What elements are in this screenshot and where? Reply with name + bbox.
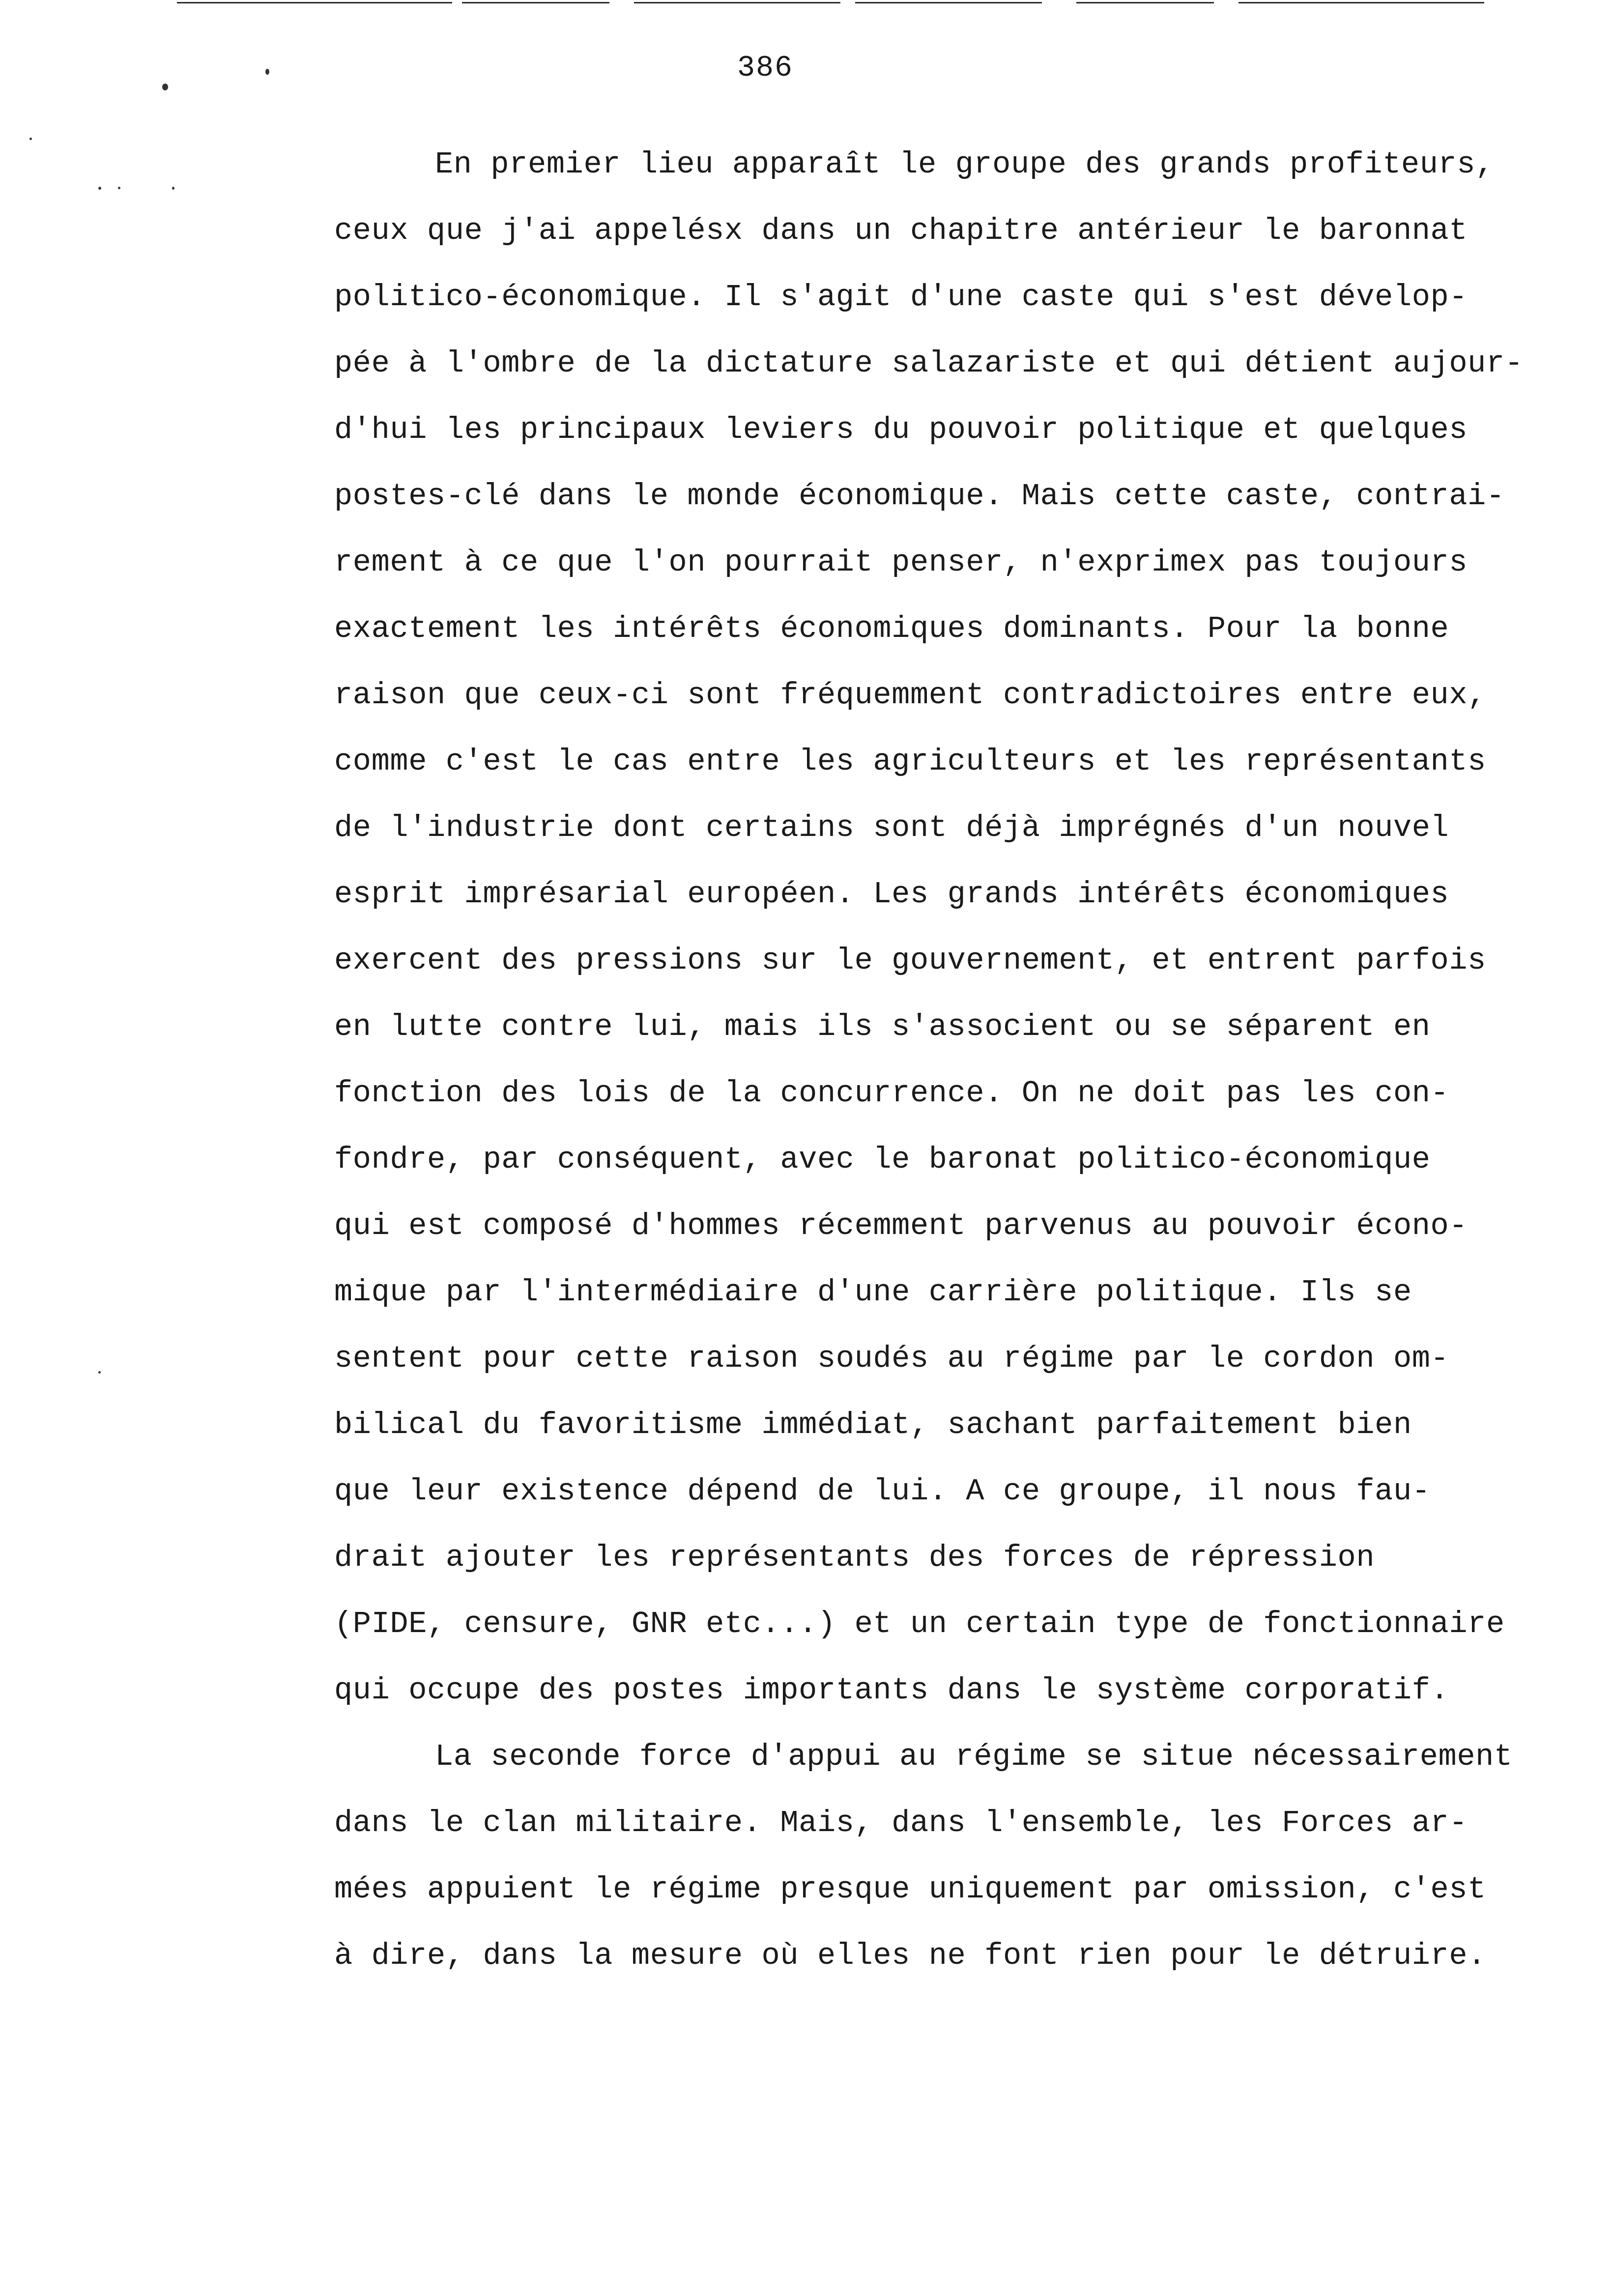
text-line: à dire, dans la mesure où elles ne font rien pour le détruire. (334, 1938, 1486, 1973)
text-line: mique par l'intermédiaire d'une carrière politique. Ils se (334, 1275, 1412, 1310)
text-line: en lutte contre lui, mais ils s'associent ou se séparent en (334, 1009, 1431, 1044)
text-line: fonction des lois de la concurrence. On ne doit pas les con- (334, 1076, 1449, 1111)
text-line: politico-économique. Il s'agit d'une caste qui s'est dévelop- (334, 280, 1468, 315)
paragraph (334, 1740, 1592, 2005)
scan-speck (265, 69, 269, 75)
text-line: que leur existence dépend de lui. A ce groupe, il nous fau- (334, 1474, 1431, 1509)
text-line: bilical du favoritisme immédiat, sachant parfaitement bien (334, 1407, 1412, 1442)
text-line: La seconde force d'appui au régime se situe nécessairement (435, 1739, 1513, 1774)
text-line: rement à ce que l'on pourrait penser, n'exprimex pas toujours (334, 545, 1468, 580)
text-line: qui est composé d'hommes récemment parvenus au pouvoir écono- (334, 1208, 1468, 1243)
text-line: qui occupe des postes importants dans le système corporatif. (334, 1673, 1449, 1708)
text-line: exactement les intérêts économiques dominants. Pour la bonne (334, 611, 1449, 646)
text-line: En premier lieu apparaît le groupe des grands profiteurs, (435, 147, 1494, 182)
text-line: fondre, par conséquent, avec le baronat politico-économique (334, 1142, 1431, 1177)
text-line: de l'industrie dont certains sont déjà imprégnés d'un nouvel (334, 810, 1449, 845)
text-line: dans le clan militaire. Mais, dans l'ensemble, les Forces ar- (334, 1806, 1468, 1840)
page-number: 386 (737, 52, 794, 85)
top-rule-segment (855, 2, 1042, 3)
text-line: pée à l'ombre de la dictature salazariste et qui détient aujour- (334, 346, 1524, 381)
top-rule-segment (177, 2, 452, 3)
text-line: esprit imprésarial européen. Les grands intérêts économiques (334, 877, 1449, 912)
text-line: (PIDE, censure, GNR etc...) et un certain type de fonctionnaire (334, 1607, 1505, 1641)
scan-speck (172, 187, 174, 190)
body-text (334, 147, 1592, 2005)
paragraph (334, 147, 1592, 1740)
scan-speck (162, 84, 168, 90)
scan-speck (98, 187, 101, 190)
top-rule-segment (634, 2, 840, 3)
text-line: sentent pour cette raison soudés au régime par le cordon om- (334, 1341, 1449, 1376)
top-rule-segment (462, 2, 609, 3)
text-line: d'hui les principaux leviers du pouvoir politique et quelques (334, 412, 1468, 447)
text-line: raison que ceux-ci sont fréquemment contradictoires entre eux, (334, 678, 1486, 713)
top-rule-segment (1076, 2, 1214, 3)
text-line: exercent des pressions sur le gouvernement, et entrent parfois (334, 943, 1486, 978)
text-line: ceux que j'ai appelésx dans un chapitre antérieur le baronnat (334, 213, 1468, 248)
text-line: drait ajouter les représentants des forces de répression (334, 1540, 1375, 1575)
text-line: comme c'est le cas entre les agriculteurs et les représentants (334, 744, 1486, 779)
text-line: postes-clé dans le monde économique. Mais cette caste, contrai- (334, 479, 1505, 514)
scan-speck (118, 187, 120, 189)
scan-speck (29, 138, 32, 140)
text-line: mées appuient le régime presque uniquement par omission, c'est (334, 1872, 1486, 1907)
top-rule-segment (1238, 2, 1484, 3)
scan-speck (98, 1371, 101, 1374)
